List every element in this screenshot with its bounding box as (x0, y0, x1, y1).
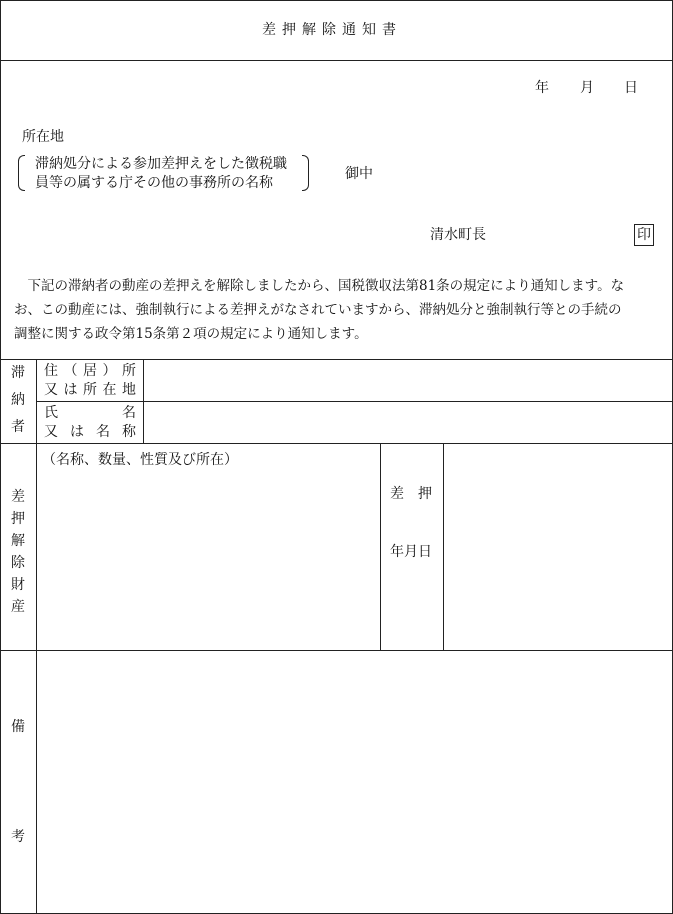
left-bracket (18, 155, 25, 191)
address-label-line1: 住 （ 居 ） 所 (44, 363, 136, 379)
location-label: 所在地 (22, 129, 64, 145)
honorific-onchu: 御中 (345, 166, 373, 182)
right-bracket (302, 155, 309, 191)
org-name-line2: 員等の属する庁その他の事務所の名称 (35, 175, 273, 191)
seal-stamp: 印 (634, 224, 654, 246)
body-line-2: お、この動産には、強制執行による差押えがなされていますから、滞納処分と強制執行等との手続の (14, 302, 622, 318)
name-label-line1: 氏 名 (44, 405, 136, 421)
body-line-3: 調整に関する政令第15条第２項の規定により通知します。 (14, 326, 368, 342)
remarks-label-2: 考 (11, 829, 25, 845)
date-day-label: 日 (624, 80, 638, 96)
address-field[interactable] (144, 360, 672, 401)
date-year-label: 年 (535, 80, 549, 96)
remarks-label-1: 備 (11, 719, 25, 735)
seizure-date-field[interactable] (444, 444, 672, 650)
remarks-field[interactable] (37, 651, 672, 913)
name-field[interactable] (144, 402, 672, 443)
notice-body (14, 274, 664, 346)
property-desc-right-line (380, 443, 381, 650)
property-label: 差 押 解 除 財 産 (11, 489, 25, 615)
sender-title: 清水町長 (430, 227, 486, 243)
property-hint: （名称、数量、性質及び所在） (42, 452, 238, 468)
seizure-label: 差 押 (390, 486, 432, 502)
body-line-1: 下記の滞納者の動産の差押えを解除しましたから、国税徴収法第81条の規定により通知します。な (14, 278, 625, 294)
form-title: 差押解除通知書 (262, 22, 402, 38)
property-description-field[interactable] (37, 472, 380, 650)
address-label-line2: 又 は 所 在 地 (44, 382, 136, 398)
title-divider (0, 60, 673, 61)
date-month-label: 月 (580, 80, 594, 96)
name-label-line2: 又 は 名 称 (44, 424, 136, 440)
delinquent-label: 滞 納 者 (11, 365, 25, 435)
seizure-date-label: 年月日 (390, 544, 432, 560)
org-name-line1: 滞納処分による参加差押えをした徴税職 (35, 156, 287, 172)
